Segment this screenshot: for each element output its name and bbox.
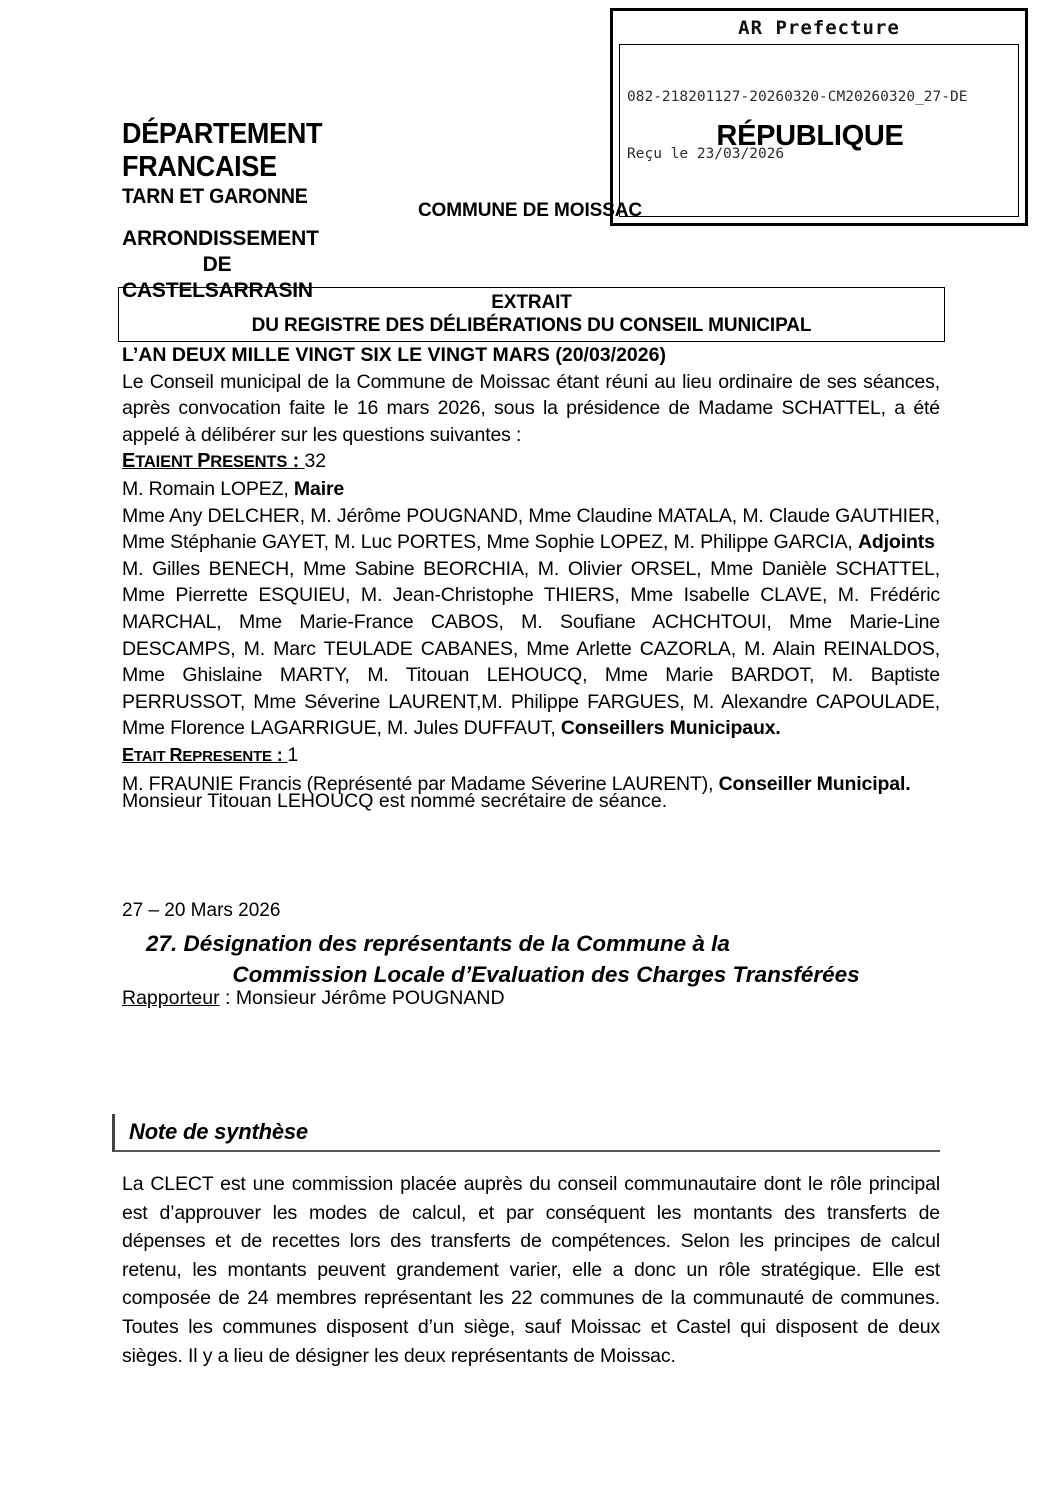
department-line-2: FRANCAISE (122, 151, 277, 183)
arrondissement-line-3: CASTELSARRASIN (122, 279, 313, 302)
deliberation-title-line-2: Commission Locale d’Evaluation des Charges Transférées (232, 962, 860, 987)
mayor-name: M. Romain LOPEZ, (122, 477, 294, 500)
represented-label-row (122, 742, 940, 771)
secretary-statement: Monsieur Titouan LEHOUCQ est nommé secrétaire de séance. (122, 790, 668, 812)
republic-title: RÉPUBLIQUE (716, 120, 904, 152)
present-label-row (122, 448, 940, 476)
adjoints-role: Adjoints (857, 531, 935, 554)
department-name: TARN ET GARONNE (122, 185, 308, 208)
arrondissement-line-1: ARRONDISSEMENT (122, 227, 319, 250)
adjoints-row (122, 503, 940, 556)
note-de-synthese-label: Note de synthèse (129, 1119, 308, 1144)
rapporteur-label: Rapporteur (122, 987, 220, 1009)
present-label: ETAIENT PRESENTS : (122, 450, 305, 473)
session-intro: Le Conseil municipal de la Commune de Moissac étant réuni au lieu ordinaire de ses séances, après convocation faite le 16 mars 2026, sous la présidence de Madame SCHATTEL, a été appelé à délibérer sur les questions suivantes : (122, 370, 940, 446)
department-line-1: DÉPARTEMENT (122, 118, 323, 150)
extrait-box (118, 287, 945, 342)
extrait-line-1: EXTRAIT (491, 292, 572, 313)
deliberation-title-line-1: 27. Désignation des représentants de la Commune à la (146, 931, 730, 956)
represented-label: ETAIT REPRESENTE : (122, 744, 288, 765)
note-de-synthese-heading (112, 1114, 940, 1152)
rapporteur-row (122, 985, 505, 1011)
mayor-role: Maire (293, 477, 345, 500)
ar-stamp-reference: 082-218201127-20260320-CM20260320_27-DE (627, 89, 968, 105)
extrait-line-2: DU REGISTRE DES DÉLIBÉRATIONS DU CONSEIL MUNICIPAL (251, 315, 812, 336)
note-de-synthese-body: La CLECT est une commission placée auprès du conseil communautaire dont le rôle principal est d’approuver les modes de calcul, et par conséquent les montants des transferts de dépenses et de recettes lors des transferts de compétences. Selon les principes de calcul retenu, les montants peuvent grandement varier, elle a donc un rôle stratégique. Elle est composée de 24 membres représentant les 22 communes de la communauté de communes. Toutes les communes disposent d’un siège, sauf Moissac et Castel qui disposent de deux sièges. Il y a lieu de désigner les deux représentants de Moissac. (122, 1173, 940, 1367)
represented-name: M. FRAUNIE Francis (Représenté par Madame Séverine LAURENT), (122, 772, 719, 795)
conseillers-names: M. Gilles BENECH, Mme Sabine BEORCHIA, M. Olivier ORSEL, Mme Danièle SCHATTEL, Mme Pierrette ESQUIEU, M. Jean-Christophe THIERS, Mme Isabelle CLAVE, M. Frédéric MARCHAL, Mme Marie-France CABOS, M. Soufiane ACHCHTOUI, Mme Marie-Line DESCAMPS, M. Marc TEULADE CABANES, Mme Arlette CAZORLA, M. Alain REINALDOS, Mme Ghislaine MARTY, M. Titouan LEHOUCQ, Mme Marie BARDOT, M. Baptiste PERRUSSOT, Mme Séverine LAURENT,M. Philippe FARGUES, M. Alexandre CAPOULADE, Mme Florence LAGARRIGUE, M. Jules DUFFAUT, (122, 557, 940, 740)
adjoints-names: Mme Any DELCHER, M. Jérôme POUGNAND, Mme Claudine MATALA, M. Claude GAUTHIER, Mme Stéphanie GAYET, M. Luc PORTES, Mme Sophie LOPEZ, M. Philippe GARCIA, (122, 504, 940, 554)
represented-role: Conseiller Municipal. (718, 772, 911, 795)
represented-count: 1 (287, 743, 299, 766)
conseillers-row (122, 556, 940, 742)
ar-stamp-received-date: Reçu le 23/03/2026 (627, 146, 785, 162)
session-heading: L’AN DEUX MILLE VINGT SIX LE VINGT MARS (20/03/2026) (122, 344, 666, 366)
rapporteur-value: : Monsieur Jérôme POUGNAND (219, 987, 505, 1009)
arrondissement-line-2: DE (202, 253, 232, 276)
commune-title: COMMUNE DE MOISSAC (417, 200, 643, 221)
deliberation-title (146, 928, 946, 990)
ar-stamp-title: AR Prefecture (738, 17, 900, 39)
mayor-row (122, 476, 940, 503)
deliberation-reference: 27 – 20 Mars 2026 (122, 900, 281, 921)
header-department-block (122, 118, 542, 210)
conseillers-role: Conseillers Municipaux. (560, 717, 781, 740)
present-count: 32 (304, 450, 326, 473)
session-body (122, 342, 940, 797)
ar-prefecture-stamp (610, 8, 1028, 226)
